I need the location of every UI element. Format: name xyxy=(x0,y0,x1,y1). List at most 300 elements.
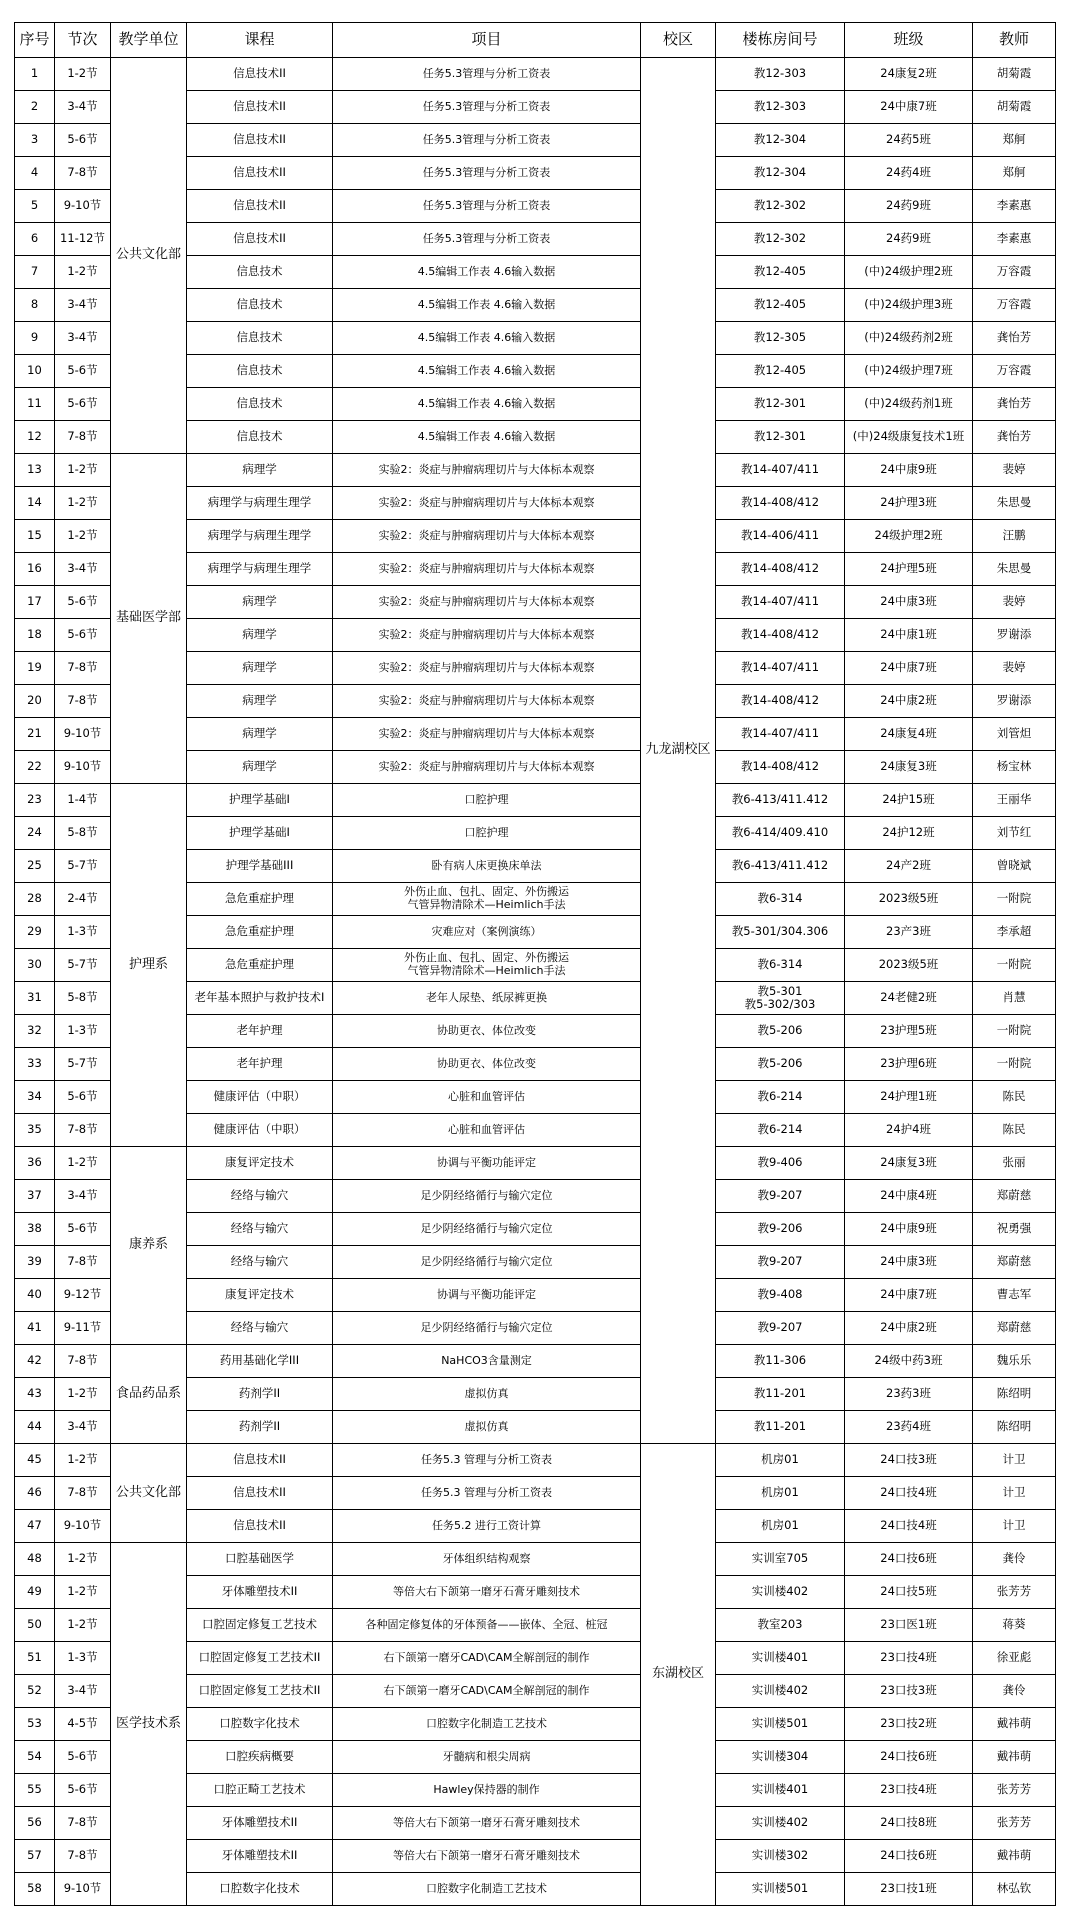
row-project: 实验2：炎症与肿瘤病理切片与大体标本观察 xyxy=(333,619,641,652)
row-room: 教12-405 xyxy=(716,289,845,322)
row-course: 信息技术 xyxy=(187,388,333,421)
row-course: 老年护理 xyxy=(187,1048,333,1081)
row-room: 实训楼402 xyxy=(716,1675,845,1708)
table-row xyxy=(15,1345,1056,1378)
row-course: 病理学 xyxy=(187,619,333,652)
row-course: 药用基础化学III xyxy=(187,1345,333,1378)
row-course: 口腔疾病概要 xyxy=(187,1741,333,1774)
row-room: 教11-201 xyxy=(716,1411,845,1444)
row-period: 3-4节 xyxy=(55,1411,111,1444)
row-project: 4.5编辑工作表 4.6输入数据 xyxy=(333,355,641,388)
header-dept: 教学单位 xyxy=(111,23,187,58)
row-teacher: 刘管炟 xyxy=(973,718,1056,751)
row-teacher: 计卫 xyxy=(973,1477,1056,1510)
header-period: 节次 xyxy=(55,23,111,58)
row-course: 信息技术II xyxy=(187,1477,333,1510)
row-project: 任务5.3 管理与分析工资表 xyxy=(333,1444,641,1477)
row-room: 教12-304 xyxy=(716,124,845,157)
row-period: 9-10节 xyxy=(55,190,111,223)
row-course: 病理学 xyxy=(187,718,333,751)
row-room: 教11-306 xyxy=(716,1345,845,1378)
row-period: 3-4节 xyxy=(55,1180,111,1213)
row-period: 5-6节 xyxy=(55,586,111,619)
row-project: 口腔护理 xyxy=(333,817,641,850)
row-teacher: 陈绍明 xyxy=(973,1411,1056,1444)
table-row xyxy=(15,784,1056,817)
row-teacher: 王丽华 xyxy=(973,784,1056,817)
row-no: 39 xyxy=(15,1246,55,1279)
row-project: 4.5编辑工作表 4.6输入数据 xyxy=(333,289,641,322)
row-project: 任务5.3 管理与分析工资表 xyxy=(333,1477,641,1510)
header-teacher: 教师 xyxy=(973,23,1056,58)
row-no: 37 xyxy=(15,1180,55,1213)
row-teacher: 万容霞 xyxy=(973,256,1056,289)
row-period: 11-12节 xyxy=(55,223,111,256)
row-dept: 护理系 xyxy=(111,784,187,1147)
row-dept: 公共文化部 xyxy=(111,58,187,454)
row-period: 7-8节 xyxy=(55,421,111,454)
row-project: 外伤止血、包扎、固定、外伤搬运 气管异物清除术—Heimlich手法 xyxy=(333,883,641,916)
row-project: 任务5.2 进行工资计算 xyxy=(333,1510,641,1543)
row-teacher: 徐亚彪 xyxy=(973,1642,1056,1675)
row-class: 24口技4班 xyxy=(845,1477,973,1510)
row-period: 7-8节 xyxy=(55,1807,111,1840)
row-period: 3-4节 xyxy=(55,1675,111,1708)
row-no: 20 xyxy=(15,685,55,718)
row-project: Hawley保持器的制作 xyxy=(333,1774,641,1807)
row-project: 协助更衣、体位改变 xyxy=(333,1015,641,1048)
row-no: 6 xyxy=(15,223,55,256)
table-row xyxy=(15,1444,1056,1477)
row-period: 3-4节 xyxy=(55,289,111,322)
row-no: 40 xyxy=(15,1279,55,1312)
row-course: 护理学基础I xyxy=(187,817,333,850)
row-no: 28 xyxy=(15,883,55,916)
row-period: 7-8节 xyxy=(55,685,111,718)
row-room: 教11-201 xyxy=(716,1378,845,1411)
row-teacher: 刘节红 xyxy=(973,817,1056,850)
row-no: 32 xyxy=(15,1015,55,1048)
row-class: 23药3班 xyxy=(845,1378,973,1411)
row-teacher: 李承超 xyxy=(973,916,1056,949)
row-class: 24中康9班 xyxy=(845,454,973,487)
row-teacher: 戴祎萌 xyxy=(973,1840,1056,1873)
row-course: 康复评定技术 xyxy=(187,1279,333,1312)
row-class: 24护15班 xyxy=(845,784,973,817)
row-class: 24护理5班 xyxy=(845,553,973,586)
row-period: 9-10节 xyxy=(55,751,111,784)
row-no: 53 xyxy=(15,1708,55,1741)
row-period: 7-8节 xyxy=(55,157,111,190)
row-no: 48 xyxy=(15,1543,55,1576)
row-teacher: 胡菊霞 xyxy=(973,58,1056,91)
row-class: 2023级5班 xyxy=(845,949,973,982)
row-room: 教14-408/412 xyxy=(716,685,845,718)
row-room: 教6-414/409.410 xyxy=(716,817,845,850)
row-class: (中)24级药剂1班 xyxy=(845,388,973,421)
row-teacher: 朱思曼 xyxy=(973,487,1056,520)
row-period: 1-2节 xyxy=(55,1378,111,1411)
row-project: 实验2：炎症与肿瘤病理切片与大体标本观察 xyxy=(333,751,641,784)
row-course: 病理学与病理生理学 xyxy=(187,553,333,586)
row-period: 1-3节 xyxy=(55,1642,111,1675)
row-course: 经络与输穴 xyxy=(187,1312,333,1345)
row-class: 23药4班 xyxy=(845,1411,973,1444)
row-teacher: 郑蔚慈 xyxy=(973,1246,1056,1279)
row-class: 24药4班 xyxy=(845,157,973,190)
row-room: 教5-206 xyxy=(716,1015,845,1048)
row-room: 教5-301/304.306 xyxy=(716,916,845,949)
row-room: 实训室705 xyxy=(716,1543,845,1576)
row-teacher: 一附院 xyxy=(973,883,1056,916)
row-class: 24康复3班 xyxy=(845,751,973,784)
row-teacher: 裴婷 xyxy=(973,454,1056,487)
row-period: 1-2节 xyxy=(55,454,111,487)
row-project: 虚拟仿真 xyxy=(333,1411,641,1444)
row-class: (中)24级护理7班 xyxy=(845,355,973,388)
row-no: 8 xyxy=(15,289,55,322)
row-room: 教14-406/411 xyxy=(716,520,845,553)
row-class: 24护12班 xyxy=(845,817,973,850)
row-no: 4 xyxy=(15,157,55,190)
row-project: 右下颌第一磨牙CAD\CAM全解剖冠的制作 xyxy=(333,1675,641,1708)
row-class: 24口技8班 xyxy=(845,1807,973,1840)
row-no: 31 xyxy=(15,982,55,1015)
header-course: 课程 xyxy=(187,23,333,58)
row-room: 教5-206 xyxy=(716,1048,845,1081)
row-no: 44 xyxy=(15,1411,55,1444)
row-course: 病理学 xyxy=(187,454,333,487)
row-course: 信息技术II xyxy=(187,1510,333,1543)
row-course: 病理学与病理生理学 xyxy=(187,487,333,520)
row-campus: 东湖校区 xyxy=(641,1444,716,1906)
row-project: 牙体组织结构观察 xyxy=(333,1543,641,1576)
row-period: 1-4节 xyxy=(55,784,111,817)
row-room: 教12-405 xyxy=(716,256,845,289)
row-no: 5 xyxy=(15,190,55,223)
row-project: 实验2：炎症与肿瘤病理切片与大体标本观察 xyxy=(333,520,641,553)
row-room: 教14-407/411 xyxy=(716,718,845,751)
row-class: (中)24级护理3班 xyxy=(845,289,973,322)
row-course: 信息技术II xyxy=(187,157,333,190)
row-class: 24级中药3班 xyxy=(845,1345,973,1378)
row-no: 1 xyxy=(15,58,55,91)
row-class: 23口技4班 xyxy=(845,1774,973,1807)
row-no: 49 xyxy=(15,1576,55,1609)
row-period: 1-2节 xyxy=(55,1147,111,1180)
row-teacher: 李素惠 xyxy=(973,223,1056,256)
row-no: 41 xyxy=(15,1312,55,1345)
row-teacher: 裴婷 xyxy=(973,652,1056,685)
row-project: 协助更衣、体位改变 xyxy=(333,1048,641,1081)
row-no: 14 xyxy=(15,487,55,520)
row-dept: 康养系 xyxy=(111,1147,187,1345)
row-project: 足少阴经络循行与输穴定位 xyxy=(333,1213,641,1246)
row-room: 教12-303 xyxy=(716,58,845,91)
row-no: 54 xyxy=(15,1741,55,1774)
row-period: 9-10节 xyxy=(55,1510,111,1543)
row-class: 24中康9班 xyxy=(845,1213,973,1246)
row-period: 5-8节 xyxy=(55,982,111,1015)
row-course: 信息技术II xyxy=(187,190,333,223)
row-no: 24 xyxy=(15,817,55,850)
row-class: 23护理6班 xyxy=(845,1048,973,1081)
row-class: (中)24级康复技术1班 xyxy=(845,421,973,454)
row-course: 口腔基础医学 xyxy=(187,1543,333,1576)
row-period: 9-11节 xyxy=(55,1312,111,1345)
row-room: 教14-408/412 xyxy=(716,751,845,784)
row-no: 16 xyxy=(15,553,55,586)
row-room: 实训楼304 xyxy=(716,1741,845,1774)
row-class: 24康复4班 xyxy=(845,718,973,751)
row-course: 急危重症护理 xyxy=(187,916,333,949)
row-no: 2 xyxy=(15,91,55,124)
schedule-table xyxy=(14,22,1056,1906)
row-room: 教9-207 xyxy=(716,1312,845,1345)
row-project: 实验2：炎症与肿瘤病理切片与大体标本观察 xyxy=(333,652,641,685)
row-project: 虚拟仿真 xyxy=(333,1378,641,1411)
row-class: 24口技5班 xyxy=(845,1576,973,1609)
row-period: 5-6节 xyxy=(55,1081,111,1114)
row-no: 34 xyxy=(15,1081,55,1114)
table-row xyxy=(15,1543,1056,1576)
row-room: 实训楼302 xyxy=(716,1840,845,1873)
row-course: 信息技术 xyxy=(187,421,333,454)
row-project: 实验2：炎症与肿瘤病理切片与大体标本观察 xyxy=(333,487,641,520)
row-period: 9-10节 xyxy=(55,1873,111,1906)
row-course: 信息技术II xyxy=(187,124,333,157)
row-teacher: 罗谢添 xyxy=(973,619,1056,652)
row-teacher: 蒋葵 xyxy=(973,1609,1056,1642)
row-teacher: 戴祎萌 xyxy=(973,1708,1056,1741)
header-project: 项目 xyxy=(333,23,641,58)
row-period: 3-4节 xyxy=(55,553,111,586)
row-teacher: 林弘钦 xyxy=(973,1873,1056,1906)
row-room: 实训楼401 xyxy=(716,1774,845,1807)
row-course: 护理学基础III xyxy=(187,850,333,883)
row-course: 老年基本照护与救护技术Ⅰ xyxy=(187,982,333,1015)
row-no: 52 xyxy=(15,1675,55,1708)
row-period: 5-6节 xyxy=(55,1213,111,1246)
row-no: 11 xyxy=(15,388,55,421)
row-class: 24中康4班 xyxy=(845,1180,973,1213)
row-no: 10 xyxy=(15,355,55,388)
row-course: 信息技术 xyxy=(187,322,333,355)
row-room: 教12-302 xyxy=(716,223,845,256)
row-class: 24药9班 xyxy=(845,190,973,223)
row-no: 15 xyxy=(15,520,55,553)
row-teacher: 郑舸 xyxy=(973,157,1056,190)
row-room: 教6-214 xyxy=(716,1081,845,1114)
row-room: 教12-301 xyxy=(716,388,845,421)
row-no: 7 xyxy=(15,256,55,289)
row-class: 23口技1班 xyxy=(845,1873,973,1906)
row-period: 5-6节 xyxy=(55,388,111,421)
row-no: 35 xyxy=(15,1114,55,1147)
row-course: 信息技术 xyxy=(187,256,333,289)
row-project: 口腔数字化制造工艺技术 xyxy=(333,1873,641,1906)
row-project: 外伤止血、包扎、固定、外伤搬运 气管异物清除术—Heimlich手法 xyxy=(333,949,641,982)
row-project: 老年人尿垫、纸尿裤更换 xyxy=(333,982,641,1015)
row-course: 经络与输穴 xyxy=(187,1246,333,1279)
row-course: 信息技术II xyxy=(187,58,333,91)
row-project: 任务5.3管理与分析工资表 xyxy=(333,157,641,190)
row-course: 口腔固定修复工艺技术II xyxy=(187,1642,333,1675)
row-no: 42 xyxy=(15,1345,55,1378)
row-teacher: 万容霞 xyxy=(973,289,1056,322)
row-course: 口腔固定修复工艺技术 xyxy=(187,1609,333,1642)
row-no: 45 xyxy=(15,1444,55,1477)
row-project: 任务5.3管理与分析工资表 xyxy=(333,91,641,124)
row-class: 24中康3班 xyxy=(845,1246,973,1279)
row-teacher: 郑蔚慈 xyxy=(973,1312,1056,1345)
row-class: 24中康2班 xyxy=(845,685,973,718)
row-teacher: 一附院 xyxy=(973,1015,1056,1048)
row-room: 教14-407/411 xyxy=(716,652,845,685)
row-class: 23口技3班 xyxy=(845,1675,973,1708)
row-teacher: 曾晓斌 xyxy=(973,850,1056,883)
row-project: 任务5.3管理与分析工资表 xyxy=(333,124,641,157)
row-project: 足少阴经络循行与输穴定位 xyxy=(333,1312,641,1345)
row-no: 25 xyxy=(15,850,55,883)
row-class: 24护4班 xyxy=(845,1114,973,1147)
row-no: 23 xyxy=(15,784,55,817)
row-room: 教6-413/411.412 xyxy=(716,850,845,883)
row-class: 24康复2班 xyxy=(845,58,973,91)
row-teacher: 魏乐乐 xyxy=(973,1345,1056,1378)
row-project: 口腔数字化制造工艺技术 xyxy=(333,1708,641,1741)
row-no: 18 xyxy=(15,619,55,652)
row-course: 口腔固定修复工艺技术II xyxy=(187,1675,333,1708)
row-period: 9-12节 xyxy=(55,1279,111,1312)
row-teacher: 罗谢添 xyxy=(973,685,1056,718)
row-course: 信息技术 xyxy=(187,289,333,322)
row-teacher: 汪鹏 xyxy=(973,520,1056,553)
row-period: 1-2节 xyxy=(55,1609,111,1642)
row-course: 病理学 xyxy=(187,652,333,685)
row-teacher: 张丽 xyxy=(973,1147,1056,1180)
row-teacher: 郑蔚慈 xyxy=(973,1180,1056,1213)
row-teacher: 万容霞 xyxy=(973,355,1056,388)
row-course: 老年护理 xyxy=(187,1015,333,1048)
row-period: 5-6节 xyxy=(55,1741,111,1774)
row-room: 教6-214 xyxy=(716,1114,845,1147)
row-class: 24口技6班 xyxy=(845,1840,973,1873)
row-course: 药剂学II xyxy=(187,1378,333,1411)
row-project: 任务5.3管理与分析工资表 xyxy=(333,223,641,256)
row-teacher: 张芳芳 xyxy=(973,1576,1056,1609)
row-project: 任务5.3管理与分析工资表 xyxy=(333,190,641,223)
row-campus: 九龙湖校区 xyxy=(641,58,716,1444)
header-no: 序号 xyxy=(15,23,55,58)
row-teacher: 一附院 xyxy=(973,1048,1056,1081)
row-no: 19 xyxy=(15,652,55,685)
row-course: 口腔数字化技术 xyxy=(187,1708,333,1741)
table-row xyxy=(15,454,1056,487)
row-class: 24药5班 xyxy=(845,124,973,157)
row-project: 任务5.3管理与分析工资表 xyxy=(333,58,641,91)
row-room: 实训楼501 xyxy=(716,1708,845,1741)
row-class: (中)24级护理2班 xyxy=(845,256,973,289)
row-class: 24口技6班 xyxy=(845,1543,973,1576)
row-no: 17 xyxy=(15,586,55,619)
row-period: 5-6节 xyxy=(55,124,111,157)
table-row xyxy=(15,58,1056,91)
row-no: 43 xyxy=(15,1378,55,1411)
row-period: 5-7节 xyxy=(55,1048,111,1081)
row-teacher: 计卫 xyxy=(973,1510,1056,1543)
row-teacher: 张芳芳 xyxy=(973,1807,1056,1840)
row-period: 7-8节 xyxy=(55,652,111,685)
row-class: 24口技4班 xyxy=(845,1510,973,1543)
row-no: 22 xyxy=(15,751,55,784)
schedule-body xyxy=(15,58,1056,1906)
row-room: 机房01 xyxy=(716,1444,845,1477)
row-project: 实验2：炎症与肿瘤病理切片与大体标本观察 xyxy=(333,685,641,718)
row-period: 2-4节 xyxy=(55,883,111,916)
row-period: 7-8节 xyxy=(55,1477,111,1510)
row-room: 教12-405 xyxy=(716,355,845,388)
row-room: 教12-302 xyxy=(716,190,845,223)
row-period: 1-2节 xyxy=(55,256,111,289)
row-project: 实验2：炎症与肿瘤病理切片与大体标本观察 xyxy=(333,586,641,619)
row-project: 等倍大右下颌第一磨牙石膏牙雕刻技术 xyxy=(333,1840,641,1873)
row-teacher: 张芳芳 xyxy=(973,1774,1056,1807)
row-period: 1-2节 xyxy=(55,1543,111,1576)
row-class: 24中康7班 xyxy=(845,1279,973,1312)
row-course: 信息技术II xyxy=(187,223,333,256)
row-period: 9-10节 xyxy=(55,718,111,751)
row-teacher: 陈民 xyxy=(973,1114,1056,1147)
row-no: 56 xyxy=(15,1807,55,1840)
row-course: 急危重症护理 xyxy=(187,949,333,982)
row-teacher: 裴婷 xyxy=(973,586,1056,619)
row-course: 牙体雕塑技术II xyxy=(187,1840,333,1873)
row-project: 心脏和血管评估 xyxy=(333,1081,641,1114)
row-teacher: 郑舸 xyxy=(973,124,1056,157)
row-course: 健康评估（中职） xyxy=(187,1114,333,1147)
row-period: 5-6节 xyxy=(55,355,111,388)
row-period: 1-2节 xyxy=(55,1444,111,1477)
row-project: 4.5编辑工作表 4.6输入数据 xyxy=(333,256,641,289)
row-class: 24口技6班 xyxy=(845,1741,973,1774)
row-room: 机房01 xyxy=(716,1477,845,1510)
row-period: 3-4节 xyxy=(55,322,111,355)
row-room: 教14-407/411 xyxy=(716,454,845,487)
row-dept: 食品药品系 xyxy=(111,1345,187,1444)
row-period: 1-3节 xyxy=(55,916,111,949)
row-no: 33 xyxy=(15,1048,55,1081)
row-period: 5-8节 xyxy=(55,817,111,850)
row-project: 协调与平衡功能评定 xyxy=(333,1279,641,1312)
row-class: 24口技3班 xyxy=(845,1444,973,1477)
row-class: 24老健2班 xyxy=(845,982,973,1015)
row-teacher: 戴祎萌 xyxy=(973,1741,1056,1774)
row-course: 口腔正畸工艺技术 xyxy=(187,1774,333,1807)
row-period: 7-8节 xyxy=(55,1246,111,1279)
row-teacher: 李素惠 xyxy=(973,190,1056,223)
row-course: 护理学基础I xyxy=(187,784,333,817)
row-class: 23产3班 xyxy=(845,916,973,949)
row-project: NaHCO3含量测定 xyxy=(333,1345,641,1378)
row-project: 4.5编辑工作表 4.6输入数据 xyxy=(333,322,641,355)
row-period: 7-8节 xyxy=(55,1345,111,1378)
row-period: 7-8节 xyxy=(55,1840,111,1873)
row-course: 信息技术 xyxy=(187,355,333,388)
row-teacher: 龚怡芳 xyxy=(973,421,1056,454)
row-teacher: 龚伶 xyxy=(973,1675,1056,1708)
row-class: 2023级5班 xyxy=(845,883,973,916)
